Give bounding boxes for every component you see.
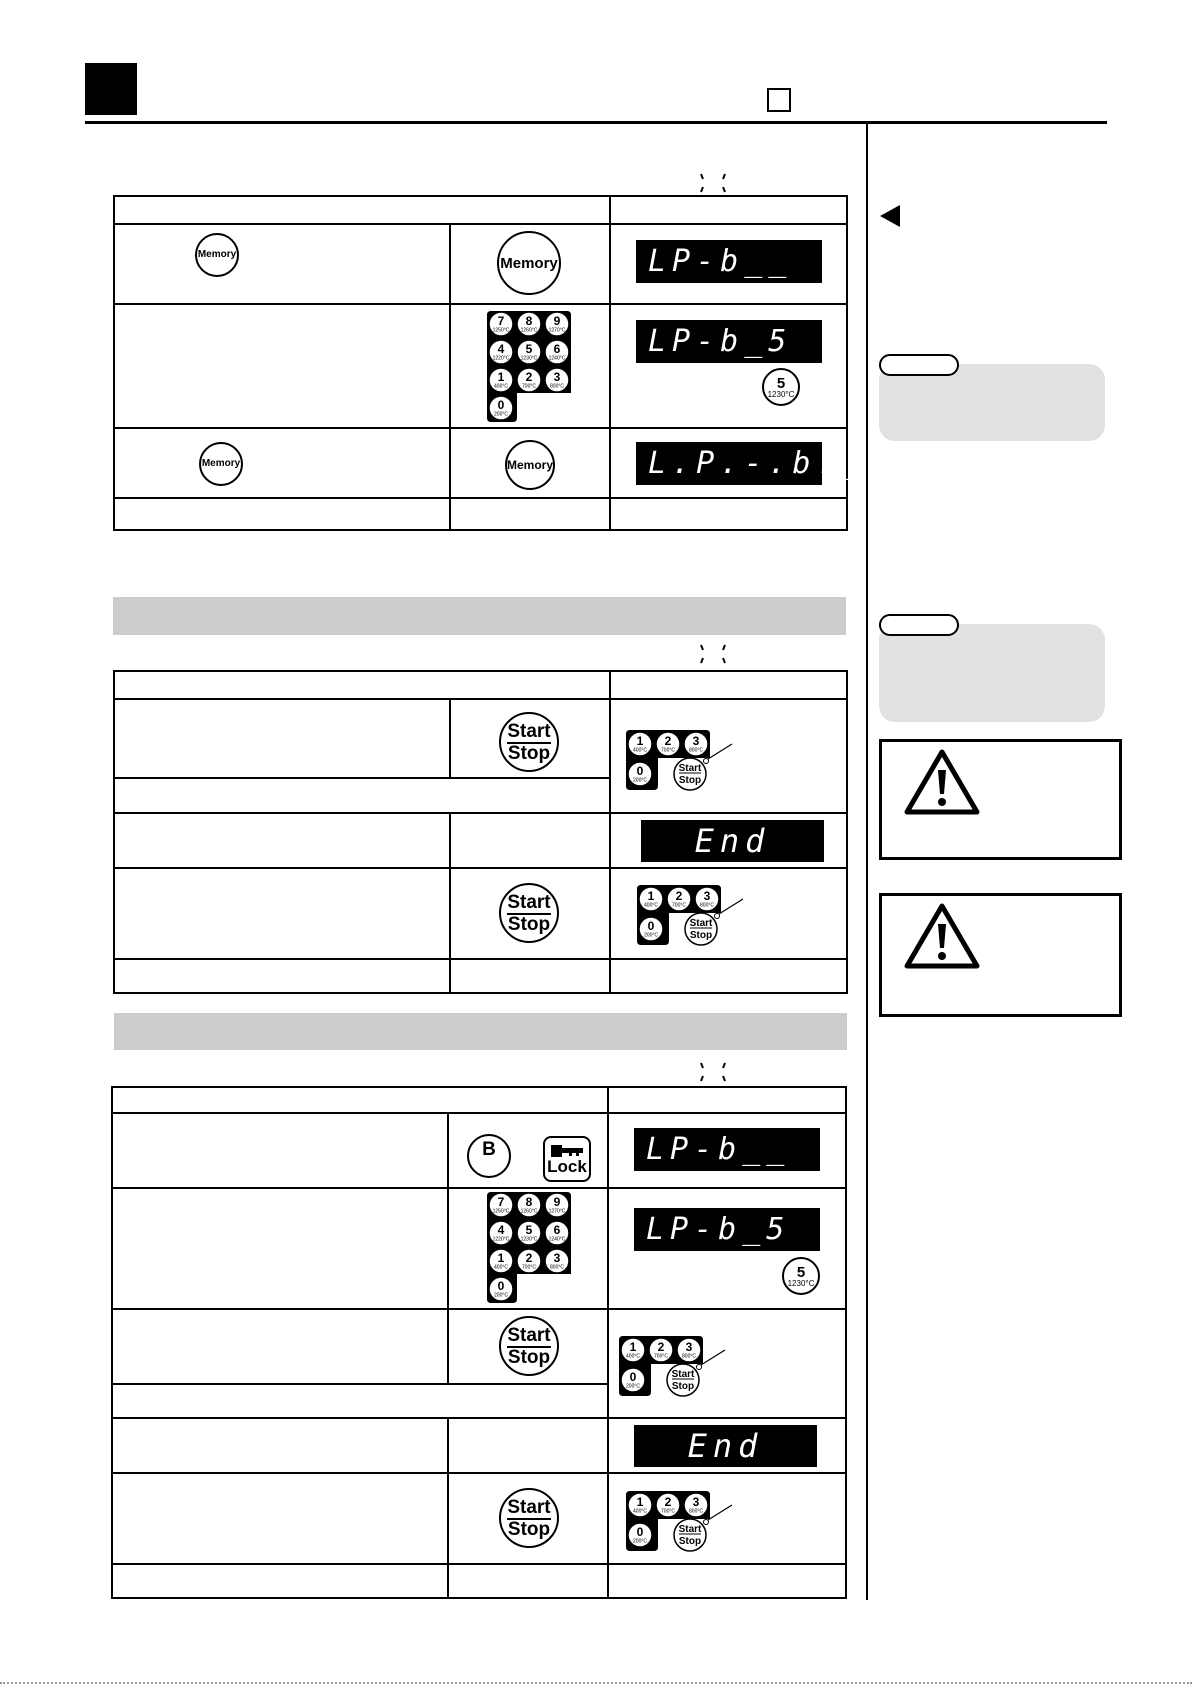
svg-text:3: 3 [553, 370, 561, 384]
svg-text:Stop: Stop [678, 1536, 702, 1547]
key-6[interactable] [545, 340, 569, 364]
key-1[interactable] [489, 1249, 513, 1273]
note-tab [879, 354, 959, 376]
svg-text:3: 3 [692, 1495, 700, 1509]
svg-text:9: 9 [553, 314, 561, 328]
display-text: End [687, 1427, 764, 1465]
svg-text:1: 1 [636, 1495, 644, 1509]
svg-text:6: 6 [553, 1223, 561, 1237]
svg-text:400°C: 400°C [494, 1264, 508, 1271]
start-stop-button[interactable] [499, 883, 559, 943]
svg-text:4: 4 [497, 342, 505, 356]
svg-text:1260°C: 1260°C [520, 327, 538, 334]
section-heading-band [113, 597, 846, 635]
key-5[interactable] [517, 340, 541, 364]
svg-text:1240°C: 1240°C [548, 355, 566, 362]
svg-text:400°C: 400°C [644, 902, 658, 909]
key-3[interactable] [695, 887, 719, 911]
key-1[interactable] [489, 368, 513, 392]
key-4[interactable] [489, 340, 513, 364]
svg-text:5: 5 [525, 1223, 533, 1237]
display-text: LP-b_5 [646, 1212, 791, 1247]
svg-text:3: 3 [553, 1251, 561, 1265]
svg-text:800°C: 800°C [689, 1508, 703, 1515]
memory-button[interactable] [505, 440, 555, 490]
svg-text:800°C: 800°C [550, 383, 564, 390]
key-num: 5 [776, 374, 786, 392]
svg-text:7: 7 [497, 1195, 505, 1209]
start-stop-mini[interactable] [674, 1519, 706, 1551]
svg-text:700°C: 700°C [654, 1353, 668, 1360]
svg-text:6: 6 [553, 342, 561, 356]
numeric-keypad[interactable] [487, 1192, 571, 1303]
svg-text:2: 2 [675, 889, 683, 903]
key-num: 5 [796, 1263, 806, 1281]
display-text: L.P.-.b._.5. [648, 446, 937, 481]
key-3[interactable] [684, 1493, 708, 1517]
caution-box [879, 739, 1122, 860]
start-label: Start [507, 1324, 551, 1346]
stop-label: Stop [507, 1346, 551, 1368]
blink-marks [698, 643, 730, 665]
svg-text:1260°C: 1260°C [520, 1208, 538, 1215]
header-rule [85, 121, 1107, 124]
start-stop-mini[interactable] [674, 758, 706, 790]
led-display [636, 240, 822, 283]
stop-label: Stop [507, 742, 551, 764]
display-text: End [694, 822, 771, 860]
led-display [634, 1208, 820, 1251]
key-3[interactable] [684, 732, 708, 756]
svg-text:1: 1 [647, 889, 655, 903]
svg-text:2: 2 [664, 734, 672, 748]
key-3[interactable] [545, 368, 569, 392]
start-stop-mini[interactable] [667, 1364, 699, 1396]
svg-text:4: 4 [497, 1223, 505, 1237]
note-panel [879, 624, 1105, 722]
svg-text:8: 8 [525, 314, 533, 328]
blink-marks [698, 1061, 730, 1083]
display-text: LP-b__ [648, 244, 793, 279]
key-3[interactable] [677, 1338, 701, 1362]
svg-text:0: 0 [647, 919, 655, 933]
key-2[interactable] [656, 732, 680, 756]
svg-text:400°C: 400°C [633, 747, 647, 754]
key-1[interactable] [621, 1338, 645, 1362]
led-display [634, 1425, 817, 1467]
key-0[interactable] [489, 1277, 513, 1301]
note-tab [879, 614, 959, 636]
blink-marks [698, 172, 730, 194]
svg-text:200°C: 200°C [644, 932, 658, 939]
key-7[interactable] [489, 312, 513, 336]
key-9[interactable] [545, 312, 569, 336]
svg-text:Start: Start [678, 1524, 702, 1535]
start-stop-button[interactable] [499, 1488, 559, 1548]
stop-label: Stop [507, 1518, 551, 1540]
led-display [641, 820, 824, 862]
svg-text:700°C: 700°C [661, 1508, 675, 1515]
svg-text:700°C: 700°C [522, 383, 536, 390]
display-text: LP-b_5 [648, 324, 793, 359]
svg-text:400°C: 400°C [633, 1508, 647, 1515]
led-display [636, 320, 822, 363]
svg-text:2: 2 [664, 1495, 672, 1509]
key-icon [549, 1144, 585, 1158]
key-0[interactable] [621, 1368, 645, 1392]
key-8[interactable] [517, 312, 541, 336]
start-stop-mini[interactable] [685, 913, 717, 945]
start-label: Start [507, 891, 551, 913]
svg-text:Stop: Stop [689, 930, 713, 941]
svg-text:1270°C: 1270°C [548, 327, 566, 334]
key-0[interactable] [628, 1523, 652, 1547]
svg-text:700°C: 700°C [522, 1264, 536, 1271]
stop-label: Stop [507, 913, 551, 935]
page-edge [0, 1682, 1192, 1684]
header-checkbox[interactable] [767, 88, 791, 112]
key-0[interactable] [628, 762, 652, 786]
key-8[interactable] [517, 1193, 541, 1217]
svg-text:800°C: 800°C [689, 747, 703, 754]
svg-text:1220°C: 1220°C [492, 1236, 510, 1243]
svg-text:200°C: 200°C [494, 1292, 508, 1299]
key-2[interactable] [649, 1338, 673, 1362]
svg-text:200°C: 200°C [633, 1538, 647, 1545]
key-2[interactable] [517, 368, 541, 392]
left-arrow-icon [880, 205, 900, 227]
svg-text:1250°C: 1250°C [492, 327, 510, 334]
indicator-leader-line [701, 1350, 725, 1365]
svg-text:7: 7 [497, 314, 505, 328]
keypad-with-start-stop [626, 728, 756, 792]
keypad-with-start-stop [619, 1334, 749, 1398]
svg-text:800°C: 800°C [550, 1264, 564, 1271]
memory-button[interactable] [497, 231, 561, 295]
svg-text:1: 1 [497, 370, 505, 384]
svg-text:0: 0 [636, 764, 644, 778]
svg-text:2: 2 [525, 370, 533, 384]
key-temp: 1230°C [767, 389, 795, 399]
svg-text:8: 8 [525, 1195, 533, 1209]
svg-text:1220°C: 1220°C [492, 355, 510, 362]
svg-text:200°C: 200°C [633, 777, 647, 784]
svg-text:200°C: 200°C [626, 1383, 640, 1390]
key-2[interactable] [656, 1493, 680, 1517]
svg-text:0: 0 [497, 398, 505, 412]
key-5-icon [782, 1257, 820, 1295]
svg-text:1270°C: 1270°C [548, 1208, 566, 1215]
warning-icon [904, 748, 980, 816]
key-5-icon [762, 368, 800, 406]
svg-text:1: 1 [629, 1340, 637, 1354]
led-display [634, 1128, 820, 1171]
svg-text:Start: Start [678, 763, 702, 774]
svg-text:1230°C: 1230°C [520, 355, 538, 362]
key-4[interactable] [489, 1221, 513, 1245]
lock-label: Lock [547, 1156, 587, 1176]
section-heading-band [114, 1013, 847, 1050]
memory-label: Memory [201, 458, 241, 469]
svg-text:3: 3 [685, 1340, 693, 1354]
svg-text:1: 1 [497, 1251, 505, 1265]
memory-button-inline[interactable] [199, 442, 243, 486]
svg-text:9: 9 [553, 1195, 561, 1209]
key-0[interactable] [489, 396, 513, 420]
start-label: Start [507, 720, 551, 742]
memory-label: Memory [507, 458, 554, 472]
lock-button[interactable] [543, 1136, 591, 1182]
svg-text:Start: Start [671, 1369, 695, 1380]
b-button[interactable] [467, 1134, 511, 1178]
key-2[interactable] [517, 1249, 541, 1273]
svg-text:400°C: 400°C [494, 383, 508, 390]
memory-label: Memory [500, 254, 558, 272]
svg-text:3: 3 [703, 889, 711, 903]
key-3[interactable] [545, 1249, 569, 1273]
indicator-leader-line [708, 744, 732, 759]
keypad-with-start-stop [626, 1489, 756, 1553]
start-stop-button[interactable] [499, 712, 559, 772]
section-marker-block [85, 63, 137, 115]
caution-box [879, 893, 1122, 1017]
warning-icon [904, 902, 980, 970]
svg-text:2: 2 [657, 1340, 665, 1354]
numeric-keypad[interactable] [487, 311, 571, 422]
svg-text:200°C: 200°C [494, 411, 508, 418]
b-label: B [482, 1139, 496, 1160]
start-stop-button[interactable] [499, 1316, 559, 1376]
svg-text:700°C: 700°C [672, 902, 686, 909]
key-0[interactable] [639, 917, 663, 941]
svg-text:1230°C: 1230°C [520, 1236, 538, 1243]
key-6[interactable] [545, 1221, 569, 1245]
start-label: Start [507, 1496, 551, 1518]
svg-text:400°C: 400°C [626, 1353, 640, 1360]
key-temp: 1230°C [787, 1278, 815, 1288]
memory-button-inline[interactable] [195, 233, 239, 277]
svg-text:0: 0 [497, 1279, 505, 1293]
key-1[interactable] [639, 887, 663, 911]
display-text: LP-b__ [646, 1132, 791, 1167]
svg-text:1240°C: 1240°C [548, 1236, 566, 1243]
svg-text:3: 3 [692, 734, 700, 748]
key-1[interactable] [628, 1493, 652, 1517]
key-5[interactable] [517, 1221, 541, 1245]
svg-text:2: 2 [525, 1251, 533, 1265]
led-display [636, 442, 937, 485]
svg-text:800°C: 800°C [700, 902, 714, 909]
svg-text:5: 5 [525, 342, 533, 356]
indicator-leader-line [719, 899, 743, 914]
svg-text:0: 0 [636, 1525, 644, 1539]
indicator-leader-line [708, 1505, 732, 1520]
key-7[interactable] [489, 1193, 513, 1217]
svg-text:0: 0 [629, 1370, 637, 1384]
svg-text:700°C: 700°C [661, 747, 675, 754]
keypad-with-start-stop [637, 883, 767, 947]
svg-text:1: 1 [636, 734, 644, 748]
sidebar-divider [866, 124, 868, 1600]
svg-text:Start: Start [689, 918, 713, 929]
memory-label: Memory [197, 249, 237, 260]
svg-text:Stop: Stop [671, 1381, 695, 1392]
key-2[interactable] [667, 887, 691, 911]
key-1[interactable] [628, 732, 652, 756]
svg-text:Stop: Stop [678, 775, 702, 786]
svg-text:1250°C: 1250°C [492, 1208, 510, 1215]
key-9[interactable] [545, 1193, 569, 1217]
svg-text:800°C: 800°C [682, 1353, 696, 1360]
